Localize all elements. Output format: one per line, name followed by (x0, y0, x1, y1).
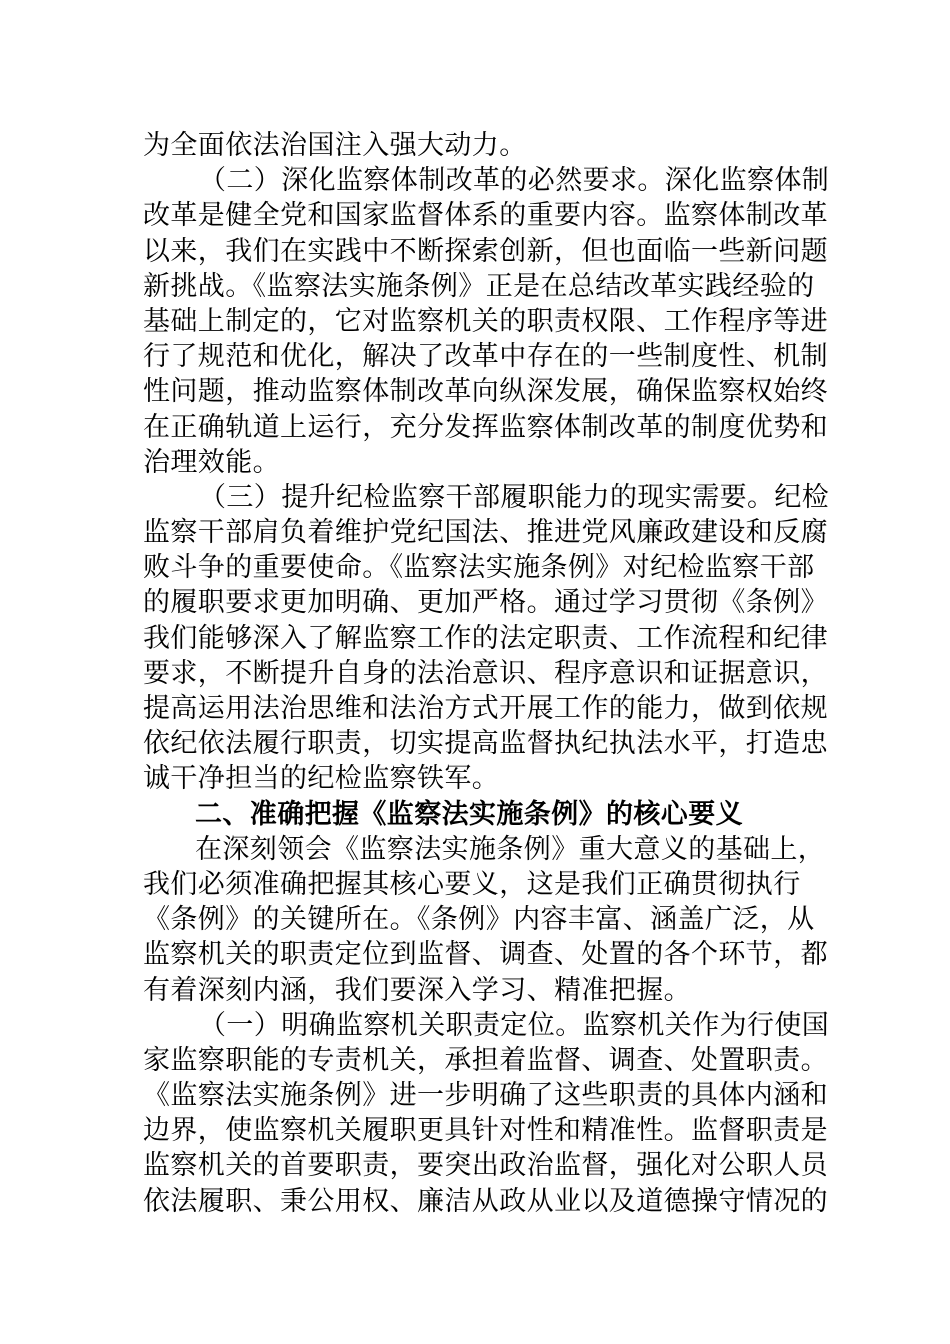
text-line: 监察干部肩负着维护党纪国法、推进党风廉政建设和反腐 (143, 517, 828, 549)
text-line: 监察机关的职责定位到监督、调查、处置的各个环节，都 (143, 939, 828, 971)
text-line: 以来，我们在实践中不断探索创新，但也面临一些新问题 (143, 235, 828, 267)
text-line: 边界，使监察机关履职更具针对性和精准性。监督职责是 (143, 1115, 828, 1147)
text-line: 我们必须准确把握其核心要义，这是我们正确贯彻执行 (143, 868, 801, 900)
subsection-1-start: （一）明确监察机关职责定位。监察机关作为行使国 (199, 1009, 830, 1041)
text-line: 改革是健全党和国家监督体系的重要内容。监察体制改革 (143, 200, 828, 232)
text-line: 家监察职能的专责机关，承担着监督、调查、处置职责。 (143, 1044, 828, 1076)
text-line: 依法履职、秉公用权、廉洁从政从业以及道德操守情况的 (143, 1185, 828, 1217)
text-line: 性问题，推动监察体制改革向纵深发展，确保监察权始终 (143, 376, 828, 408)
text-line: 基础上制定的，它对监察机关的职责权限、工作程序等进 (143, 305, 828, 337)
subsection-2-start: （二）深化监察体制改革的必然要求。深化监察体制 (199, 165, 830, 197)
text-line: 在正确轨道上运行，充分发挥监察体制改革的制度优势和 (143, 411, 828, 443)
text-line: 新挑战。《监察法实施条例》正是在总结改革实践经验的 (143, 270, 815, 302)
subsection-3-start: （三）提升纪检监察干部履职能力的现实需要。纪检 (199, 481, 830, 513)
text-line: 《监察法实施条例》进一步明确了这些职责的具体内涵和 (143, 1080, 828, 1112)
section-heading: 二、准确把握《监察法实施条例》的核心要义 (195, 798, 743, 830)
text-line: 提高运用法治思维和法治方式开展工作的能力，做到依规 (143, 693, 828, 724)
text-line: 的履职要求更加明确、更加严格。通过学习贯彻《条例》 (143, 587, 828, 619)
text-line: 诚干净担当的纪检监察铁军。 (143, 763, 500, 795)
text-line: 《条例》的关键所在。《条例》内容丰富、涵盖广泛，从 (143, 904, 815, 936)
text-line: 依纪依法履行职责，切实提高监督执纪执法水平，打造忠 (143, 728, 828, 760)
text-line: 行了规范和优化，解决了改革中存在的一些制度性、机制 (143, 341, 828, 373)
paragraph-start: 在深刻领会《监察法实施条例》重大意义的基础上， (195, 833, 826, 865)
text-line: 为全面依法治国注入强大动力。 (143, 130, 527, 161)
text-line: 有着深刻内涵，我们要深入学习、精准把握。 (143, 974, 691, 1006)
text-line: 治理效能。 (143, 446, 280, 478)
text-line: 败斗争的重要使命。《监察法实施条例》对纪检监察干部 (143, 552, 815, 584)
text-line: 我们能够深入了解监察工作的法定职责、工作流程和纪律 (143, 622, 828, 654)
text-line: 监察机关的首要职责，要突出政治监督，强化对公职人员 (143, 1150, 828, 1182)
body-text (143, 128, 830, 1219)
text-line: 要求，不断提升自身的法治意识、程序意识和证据意识， (143, 657, 828, 689)
